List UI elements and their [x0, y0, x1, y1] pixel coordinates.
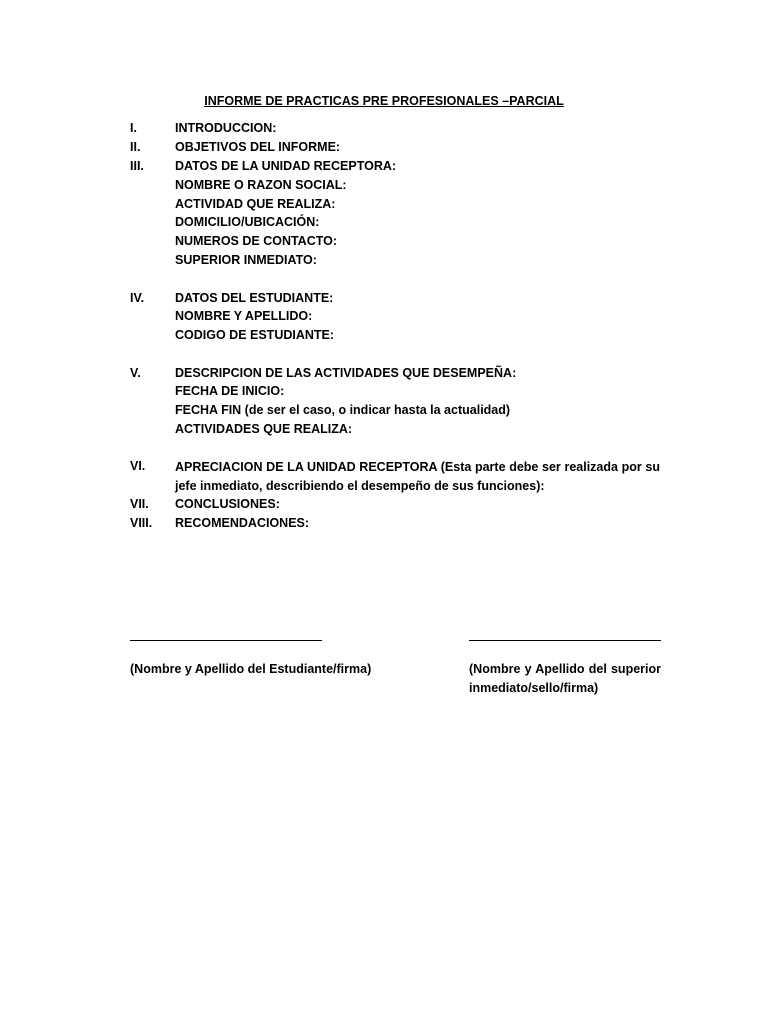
section-heading: OBJETIVOS DEL INFORME:	[175, 140, 341, 154]
supervisor-signature-label: (Nombre y Apellido del superior inmediato/sello/firma)	[469, 662, 661, 695]
section-heading: INTRODUCCION:	[175, 121, 277, 135]
section-number: VIII.	[130, 516, 153, 530]
section-number: VI.	[130, 459, 146, 473]
section-vi-heading: APRECIACION DE LA UNIDAD RECEPTORA (Esta parte debe ser realizada por su jefe inmediato, describiendo el desempeño de sus funciones):	[175, 460, 660, 493]
section-number: I.	[130, 121, 137, 135]
section-heading: DESCRIPCION DE LAS ACTIVIDADES QUE DESEMPEÑA:	[175, 366, 517, 380]
page-title: INFORME DE PRACTICAS PRE PROFESIONALES –PARCIAL	[204, 94, 564, 108]
section-heading: RECOMENDACIONES:	[175, 516, 310, 530]
section-number: II.	[130, 140, 141, 154]
section-heading: DATOS DE LA UNIDAD RECEPTORA:	[175, 159, 397, 173]
section-number: VII.	[130, 497, 149, 511]
section-number: IV.	[130, 291, 145, 305]
document-page: INFORME DE PRACTICAS PRE PROFESIONALES –PARCIAL I. INTRODUCCION: II. OBJETIVOS DEL INFORME: III. DATOS DE LA UNIDAD RECEPTORA: NOMBRE O RAZON SOCIAL: ACTIVIDAD QUE REALIZA: DOMICILIO/UBICACIÓN: NUMEROS DE CONTACTO: SUPERIOR INMEDIATO: IV. DATOS DEL ESTUDIANTE: NOMBRE Y APELLIDO: CODIGO DE ESTUDIANTE: V. DESCRIPCION DE LAS ACTIVIDADES QUE DESEMPEÑA: FECHA DE INICIO: FECHA FIN (de ser el caso, o indicar hasta la actualidad) ACTIVIDADES QUE REALIZA: VI. APRECIACION DE LA UNIDAD RECEPTORA (Esta parte debe ser realizada por su jefe inmediato, describiendo el desempeño de sus funciones): VII. CONCLUSIONES: VIII. RECOMENDACIONES: (Nombre y Apellido del Estudiante/firma) (Nombre y Apellido del superior inmediato/sello/firma)	[0, 0, 768, 1024]
student-signature-line	[130, 640, 322, 642]
section-heading: DATOS DEL ESTUDIANTE:	[175, 291, 334, 305]
section-number: III.	[130, 159, 144, 173]
supervisor-signature-line	[469, 640, 661, 642]
section-number: V.	[130, 366, 141, 380]
section-heading: CONCLUSIONES:	[175, 497, 280, 511]
student-signature-label: (Nombre y Apellido del Estudiante/firma)	[130, 662, 372, 676]
